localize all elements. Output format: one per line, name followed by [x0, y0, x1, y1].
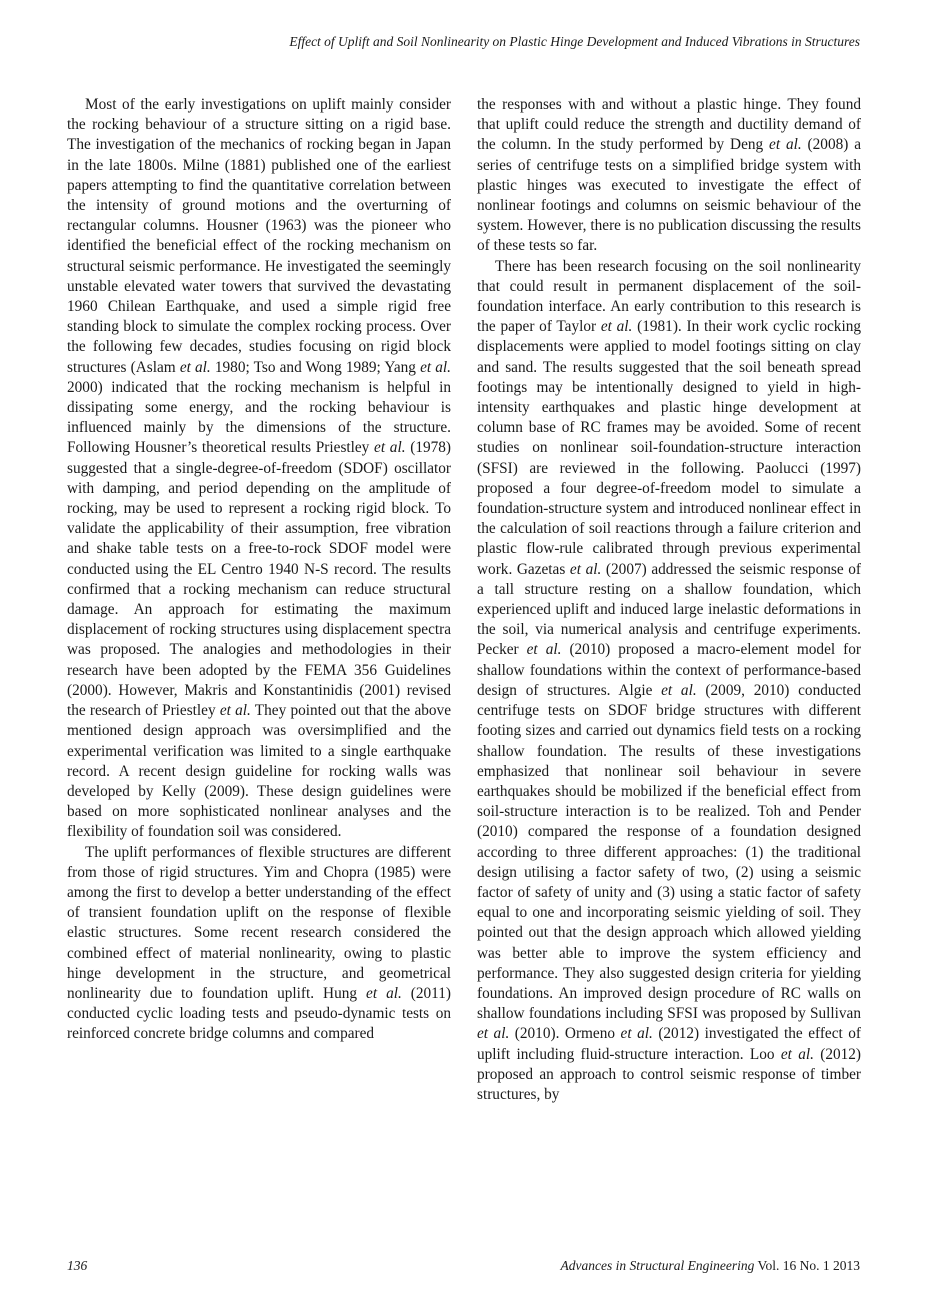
left-paragraph-1: Most of the early investigations on uplift mainly consider the rocking behaviour of a structure sitting on a rigid base. The investigation of the mechanics of rocking began in Japan in the late 1800s. Milne (1881) published one of the earliest papers attempting to find the quantitative correlation between the intensity of ground motions and the overturning of rectangular columns. Housner (1963) was the pioneer who identified the beneficial effect of the rocking mechanism on structural seismic performance. He investigated the seemingly unstable elevated water towers that survived the devastating 1960 Chilean Earthquake, and used a simple rigid free standing block to simulate the complex rocking process. Over the following few decades, studies focusing on rigid block structures (Aslam et al. 1980; Tso and Wong 1989; Yang et al. 2000) indicated that the rocking mechanism is helpful in dissipating some energy, and the rocking behaviour is influenced mainly by the dimensions of the structure. Following Housner’s theoretical results Priestley et al. (1978) suggested that a single-degree-of-freedom (SDOF) oscillator with damping, and period depending on the amplitude of rocking, may be used to represent a rocking rigid block. To validate the applicability of their assumption, free vibration and shake table tests on a free-to-rock SDOF model were conducted using the EL Centro 1940 N-S record. The results confirmed that a rocking mechanism can reduce structural damage. An approach for estimating the maximum displacement of rocking structures using displacement spectra was proposed. The analogies and methodologies in their research have been adopted by the FEMA 356 Guidelines (2000). However, Makris and Konstantinidis (2001) revised the research of Priestley et al. They pointed out that the above mentioned design approach was oversimplified and the experimental verification was limited to a single earthquake record. A recent design guideline for rocking walls was developed by Kelly (2009). These design guidelines were based on more sophisticated nonlinear analyses and the flexibility of foundation soil was considered. [67, 96, 452, 841]
journal-issue: Vol. 16 No. 1 2013 [754, 1258, 860, 1273]
right-column [477, 95, 861, 1105]
journal-name: Advances in Structural Engineering [560, 1258, 755, 1273]
left-paragraph-2: The uplift performances of flexible structures are different from those of rigid structures. Yim and Chopra (1985) were among the first to develop a better understanding of the effect of transient foundation uplift on the response of flexible elastic structures. Some recent research considered the combined effect of material nonlinearity, owing to plastic hinge development in the structure, and geometrical nonlinearity due to foundation uplift. Hung et al. (2011) conducted cyclic loading tests and pseudo-dynamic tests on reinforced concrete bridge columns and compared [67, 843, 451, 1043]
journal-footer [460, 1258, 860, 1274]
right-paragraph-2: There has been research focusing on the soil nonlinearity that could result in permanent displacement of the soil-foundation interface. An early contribution to this research is the paper of Taylor et al. (1981). In their work cyclic rocking displacements were applied to model footings sitting on clay and sand. The results suggested that the soil beneath spread footings may be intentionally designed to yield in high-intensity earthquakes and plastic hinge development at column base of RC frames may be avoided. Some of recent studies on nonlinear soil-foundation-structure interaction (SFSI) are reviewed in the following. Paolucci (1997) proposed a four degree-of-freedom model to simulate a foundation-structure system and introduced nonlinear effect in the calculation of soil reactions through a failure criterion and plastic flow-rule calibrated through previous experimental work. Gazetas et al. (2007) addressed the seismic response of a tall structure resting on a shallow foundation, which experienced uplift and induced large inelastic deformations in the soil, via numerical analysis and centrifuge experiments. Pecker et al. (2010) proposed a macro-element model for shallow foundations within the context of performance-based design of structures. Algie et al. (2009, 2010) conducted centrifuge tests on SDOF bridge structures with different footing sizes and carried out dynamics field tests on a rocking shallow foundation. The results of these investigations emphasized that nonlinear soil behaviour in severe earthquakes should be mobilized if the beneficial effect from soil-structure interaction is to be realized. Toh and Pender (2010) compared the response of a foundation designed according to three different approaches: (1) the traditional design utilising a factor safety of two, (2) using a seismic factor of safety of unity and (3) using a static factor of safety equal to one and incorporating seismic yielding of soil. They pointed out that the design approach which allowed yielding was better able to improve the system efficiency and performance. They also suggested design criteria for yielding foundations. An improved design procedure of RC walls on shallow foundations including SFSI was proposed by Sullivan et al. (2010). Ormeno et al. (2012) investigated the effect of uplift including fluid-structure interaction. Loo et al. (2012) proposed an approach to control seismic response of timber structures, by [477, 257, 862, 1103]
right-paragraph-1: the responses with and without a plastic hinge. They found that uplift could reduce the strength and ductility demand of the column. In the study performed by Deng et al. (2008) a series of centrifuge tests on a simplified bridge system with plastic hinges was executed to investigate the effect of nonlinear footings and columns on seismic behaviour of the system. However, there is no publication discussing the results of these tests so far. [477, 96, 861, 255]
left-column [67, 95, 451, 1045]
page-number: 136 [67, 1258, 88, 1273]
running-header: Effect of Uplift and Soil Nonlinearity on Plastic Hinge Development and Induced Vibrations in Structures [289, 34, 860, 49]
